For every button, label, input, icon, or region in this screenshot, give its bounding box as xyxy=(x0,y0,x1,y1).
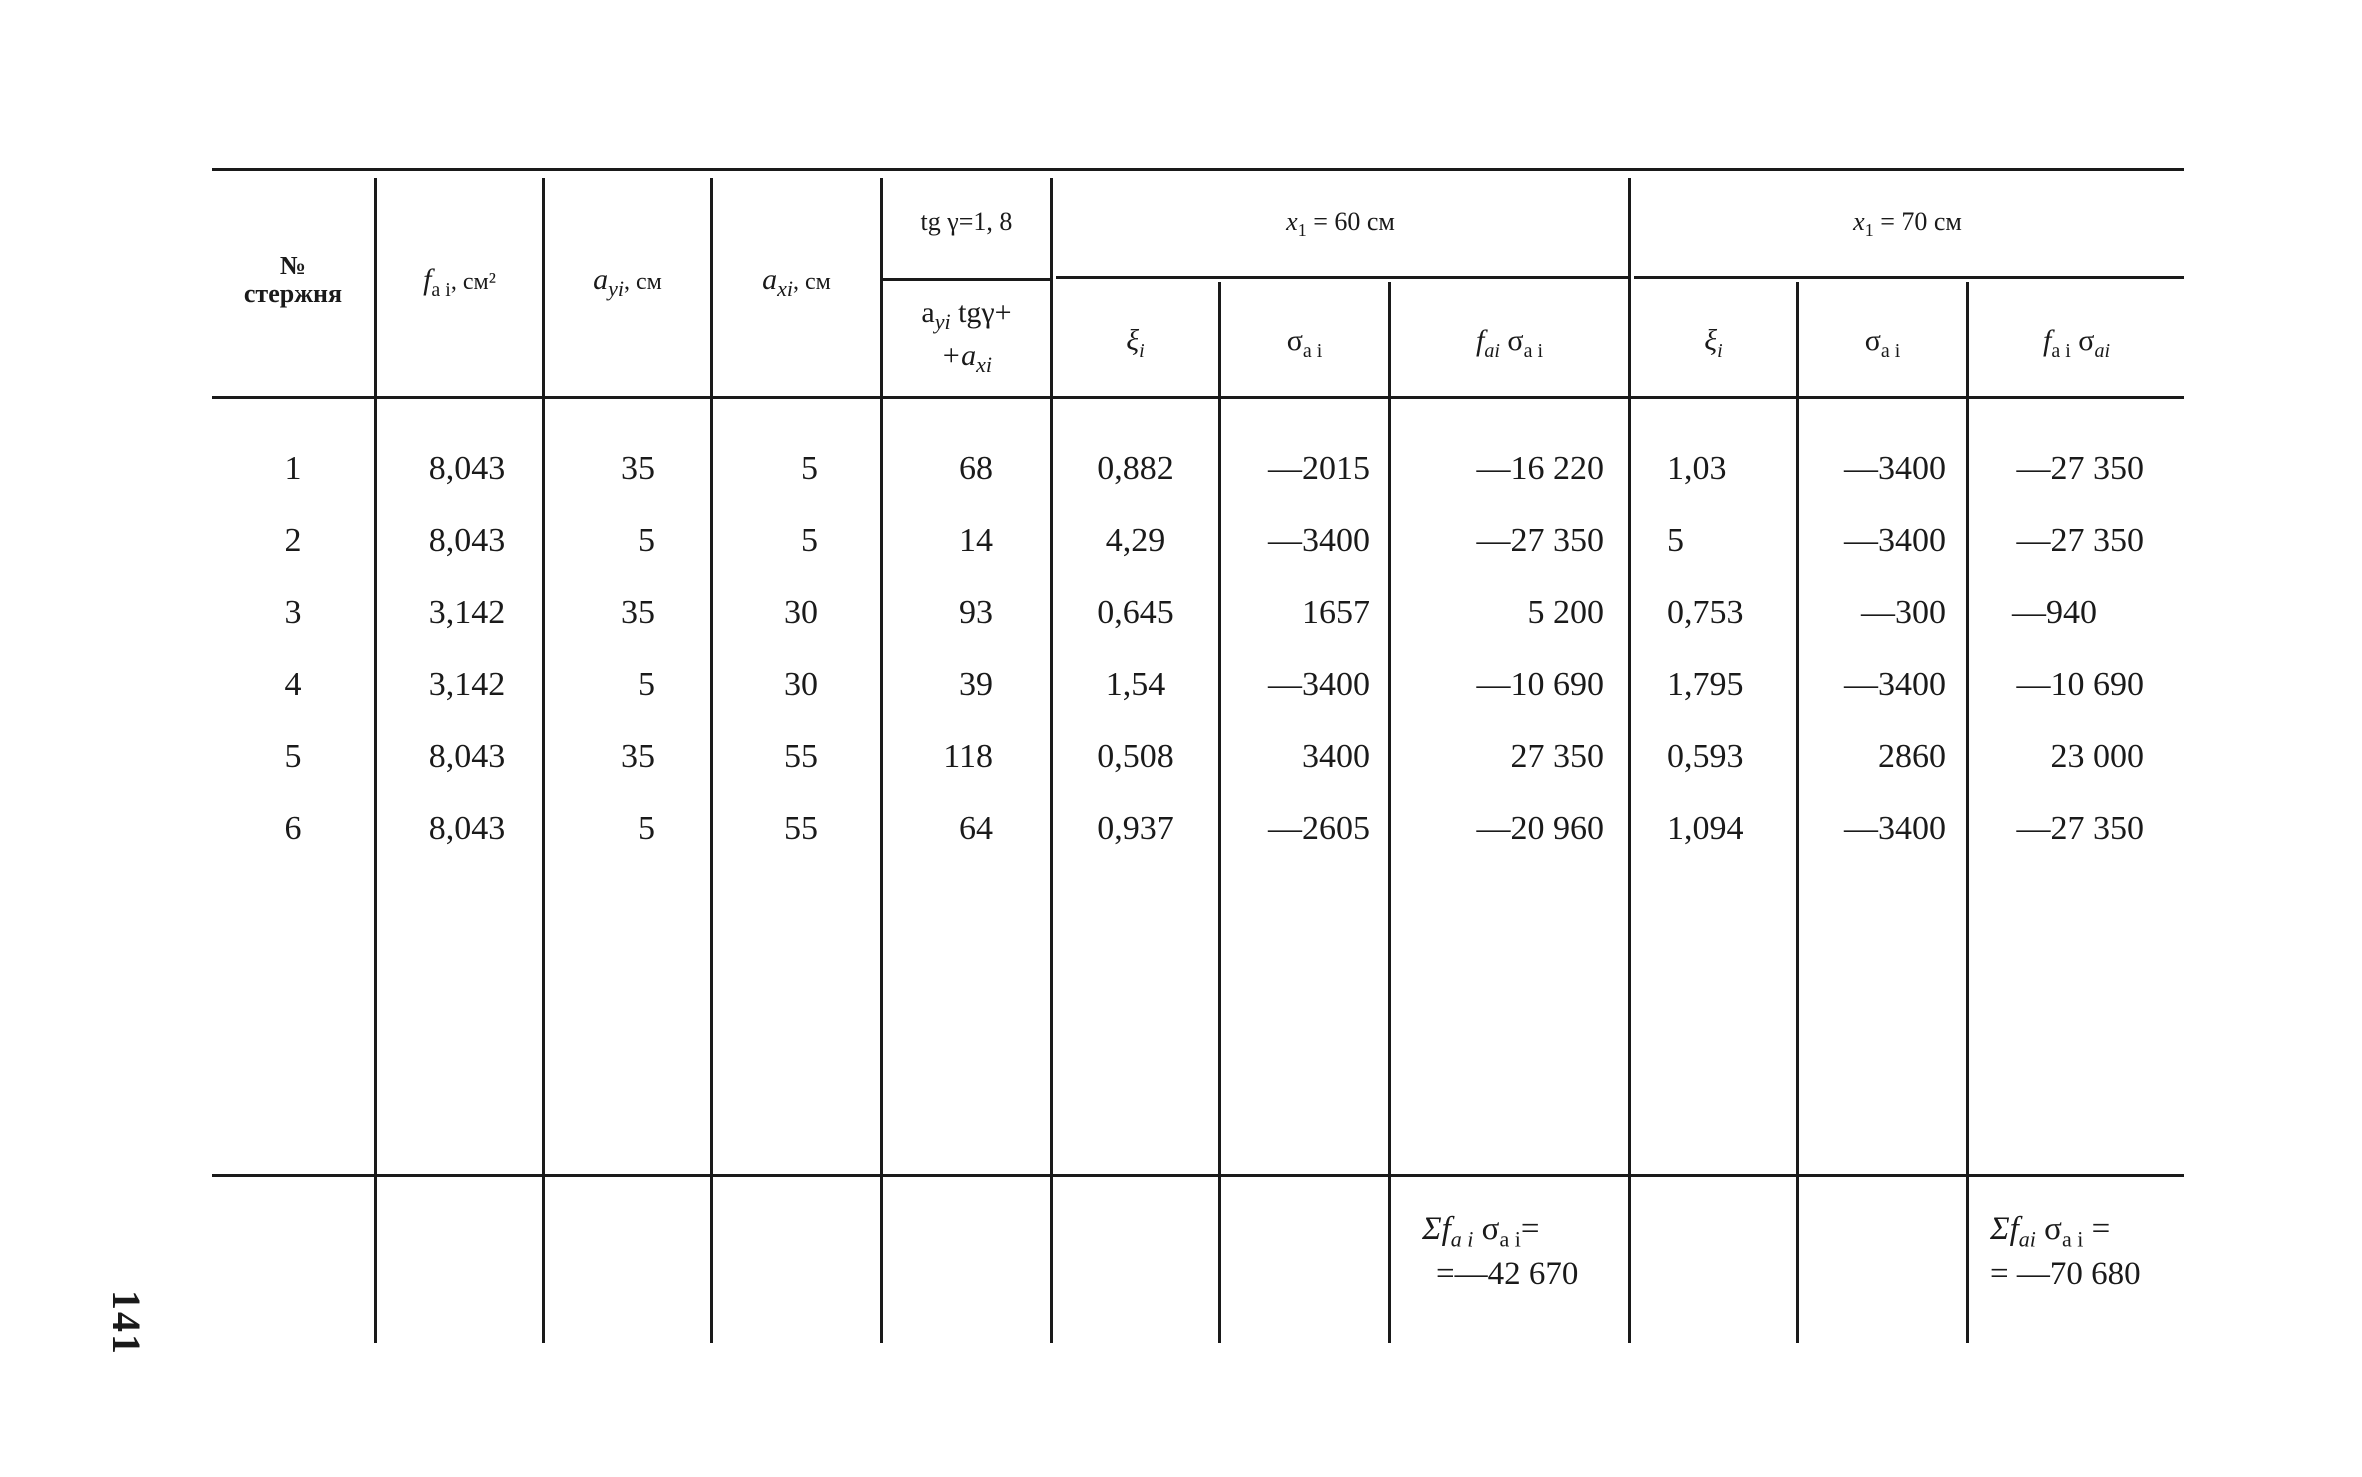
header-group-70-x: x xyxy=(1853,207,1865,236)
header-xi-70 xyxy=(1631,324,1796,368)
header-sigma-60 xyxy=(1221,324,1388,368)
cell-fs-70: —27 350 xyxy=(2016,810,2144,847)
cell-fs-70: —940 xyxy=(2012,594,2097,631)
header-ay-unit: , см xyxy=(624,269,662,295)
cell-sigma-60: —3400 xyxy=(1268,666,1370,703)
cell-fa: 8,043 xyxy=(428,738,506,775)
group1-divider xyxy=(1056,276,1628,279)
cell-xi-60: 0,882 xyxy=(1097,450,1174,487)
cell-fs-70: 23 000 xyxy=(2050,738,2144,775)
cell-fa: 8,043 xyxy=(428,450,506,487)
data-table xyxy=(212,168,2184,1343)
header-ax xyxy=(713,263,880,306)
cell-fs-70: —27 350 xyxy=(2016,522,2144,559)
header-bottom-rule xyxy=(212,396,2184,399)
sum-60-value: =—42 670 xyxy=(1436,1255,1579,1292)
sum-60-symbol: Σf xyxy=(1422,1211,1451,1247)
cell-tg: 93 xyxy=(959,594,993,631)
cell-sigma-60: 1657 xyxy=(1302,594,1370,631)
header-fa-unit: , см² xyxy=(450,269,496,295)
page-number: 141 xyxy=(104,1290,149,1356)
cell-sigma-70: —300 xyxy=(1861,594,1946,631)
header-group-70-sub: 1 xyxy=(1864,220,1874,241)
header-xi-70-symbol: ξ xyxy=(1704,324,1718,357)
header-ax-unit: , см xyxy=(793,269,831,295)
group2-divider xyxy=(1634,276,2184,279)
cell-fs-60: 5 200 xyxy=(1527,594,1604,631)
sum-60-sigma: σ xyxy=(1473,1211,1500,1247)
header-xi-70-sub: i xyxy=(1717,340,1723,362)
cell-xi-70: 1,03 xyxy=(1667,450,1727,487)
cell-sigma-60: —2605 xyxy=(1268,810,1370,847)
cell-fs-70: —10 690 xyxy=(2016,666,2144,703)
cell-sigma-70: —3400 xyxy=(1844,450,1946,487)
sum-70-sigma: σ xyxy=(2035,1211,2062,1247)
top-rule xyxy=(212,168,2184,171)
header-tg-ax-sub: xi xyxy=(976,352,993,377)
cell-ax: 5 xyxy=(801,450,818,487)
cell-sigma-60: —2015 xyxy=(1268,450,1370,487)
header-ay xyxy=(545,263,710,306)
cell-no: 4 xyxy=(284,666,302,703)
header-fs-70-sub2: ai xyxy=(2094,340,2110,362)
header-tg-a-sub: yi xyxy=(934,309,951,334)
cell-sigma-60: 3400 xyxy=(1302,738,1370,775)
tg-divider xyxy=(882,278,1050,281)
cell-fa: 8,043 xyxy=(428,810,506,847)
sum-60 xyxy=(1422,1212,1578,1291)
header-sigma-60-symbol: σ xyxy=(1286,324,1303,357)
cell-ay: 35 xyxy=(621,738,655,775)
cell-fs-60: 27 350 xyxy=(1510,738,1604,775)
cell-xi-70: 0,593 xyxy=(1667,738,1744,775)
cell-fa: 3,142 xyxy=(428,594,506,631)
cell-ay: 5 xyxy=(638,810,655,847)
header-tg-top: tg γ=1, 8 xyxy=(920,207,1013,236)
cell-xi-70: 5 xyxy=(1667,522,1684,559)
header-xi-60-sub: i xyxy=(1139,340,1145,362)
cell-no: 5 xyxy=(284,738,302,775)
header-fs-60-sub1: ai xyxy=(1484,340,1500,362)
col-divider-1 xyxy=(374,178,377,1343)
cell-fs-70: —27 350 xyxy=(2016,450,2144,487)
cell-sigma-70: —3400 xyxy=(1844,810,1946,847)
header-fa-sub: a i xyxy=(431,279,451,301)
cell-no: 6 xyxy=(284,810,302,847)
cell-ax: 30 xyxy=(784,666,818,703)
cell-no: 2 xyxy=(284,522,302,559)
cell-ax: 55 xyxy=(784,810,818,847)
cell-ay: 5 xyxy=(638,666,655,703)
header-tg-a: a xyxy=(921,296,935,329)
cell-xi-60: 0,508 xyxy=(1097,738,1174,775)
header-group-60 xyxy=(1053,208,1628,244)
header-fs-70-sub1: a i xyxy=(2051,340,2071,362)
header-ax-sub: xi xyxy=(777,276,794,301)
header-rod-no-symbol: № xyxy=(279,251,307,280)
header-fs-70 xyxy=(1969,324,2184,368)
header-ax-symbol: a xyxy=(762,263,778,296)
cell-tg: 14 xyxy=(959,522,993,559)
sum-70 xyxy=(1990,1212,2141,1291)
cell-xi-70: 0,753 xyxy=(1667,594,1744,631)
cell-xi-70: 1,795 xyxy=(1667,666,1744,703)
header-fa xyxy=(377,263,542,307)
header-sigma-70 xyxy=(1799,324,1966,368)
header-ay-symbol: a xyxy=(593,263,609,296)
header-group-70 xyxy=(1631,208,2184,244)
header-fs-70-sigma: σ xyxy=(2070,324,2095,357)
header-xi-60 xyxy=(1053,324,1218,368)
header-fs-60 xyxy=(1391,324,1628,368)
cell-ay: 35 xyxy=(621,594,655,631)
cell-ay: 5 xyxy=(638,522,655,559)
sum-70-eq: = xyxy=(2083,1211,2111,1247)
sum-70-sub2: a i xyxy=(2061,1226,2084,1252)
cell-fs-60: —16 220 xyxy=(1476,450,1604,487)
cell-ay: 35 xyxy=(621,450,655,487)
sum-70-sub1: ai xyxy=(2018,1226,2036,1252)
cell-tg: 118 xyxy=(943,738,993,775)
summary-rule xyxy=(212,1174,2184,1177)
cell-fs-60: —20 960 xyxy=(1476,810,1604,847)
cell-no: 1 xyxy=(284,450,302,487)
header-fs-60-sub2: a i xyxy=(1523,340,1543,362)
sum-60-sub2: a i xyxy=(1499,1226,1521,1252)
header-xi-60-symbol: ξ xyxy=(1126,324,1140,357)
cell-xi-60: 0,645 xyxy=(1097,594,1174,631)
header-group-60-x: x xyxy=(1286,207,1298,236)
header-tg-rest: tgγ+ xyxy=(950,296,1012,329)
cell-sigma-70: —3400 xyxy=(1844,666,1946,703)
cell-ax: 5 xyxy=(801,522,818,559)
header-fa-symbol: f xyxy=(423,263,432,296)
sum-60-eq: = xyxy=(1520,1211,1540,1247)
cell-xi-70: 1,094 xyxy=(1667,810,1744,847)
cell-xi-60: 0,937 xyxy=(1097,810,1174,847)
cell-fa: 8,043 xyxy=(428,522,506,559)
header-group-60-sub: 1 xyxy=(1297,220,1307,241)
cell-sigma-70: —3400 xyxy=(1844,522,1946,559)
sum-60-sub1: a i xyxy=(1450,1226,1474,1252)
header-group-70-value: = 70 см xyxy=(1873,207,1962,236)
cell-sigma-70: 2860 xyxy=(1878,738,1946,775)
cell-no: 3 xyxy=(284,594,302,631)
header-fs-60-f: f xyxy=(1475,324,1485,357)
cell-xi-60: 4,29 xyxy=(1105,522,1166,559)
sum-70-value: = —70 680 xyxy=(1990,1255,2141,1292)
cell-tg: 64 xyxy=(959,810,993,847)
header-sigma-60-sub: a i xyxy=(1302,340,1323,362)
header-rod-no xyxy=(212,252,374,308)
cell-ax: 30 xyxy=(784,594,818,631)
cell-fa: 3,142 xyxy=(428,666,506,703)
cell-tg: 39 xyxy=(959,666,993,703)
cell-fs-60: —27 350 xyxy=(1476,522,1604,559)
header-fs-70-f: f xyxy=(2042,324,2052,357)
cell-fs-60: —10 690 xyxy=(1476,666,1604,703)
sum-70-symbol: Σf xyxy=(1990,1211,2019,1247)
header-group-60-value: = 60 см xyxy=(1306,207,1395,236)
header-sigma-70-sub: a i xyxy=(1880,340,1901,362)
cell-sigma-60: —3400 xyxy=(1268,522,1370,559)
header-fs-60-sigma: σ xyxy=(1499,324,1524,357)
header-ay-sub: yi xyxy=(608,276,625,301)
header-rod-no-label: стержня xyxy=(243,279,343,308)
cell-tg: 68 xyxy=(959,450,993,487)
header-tg-plus-ax: +a xyxy=(940,339,977,372)
cell-xi-60: 1,54 xyxy=(1105,666,1166,703)
cell-ax: 55 xyxy=(784,738,818,775)
header-sigma-70-symbol: σ xyxy=(1864,324,1881,357)
header-tg-bottom xyxy=(883,296,1050,382)
